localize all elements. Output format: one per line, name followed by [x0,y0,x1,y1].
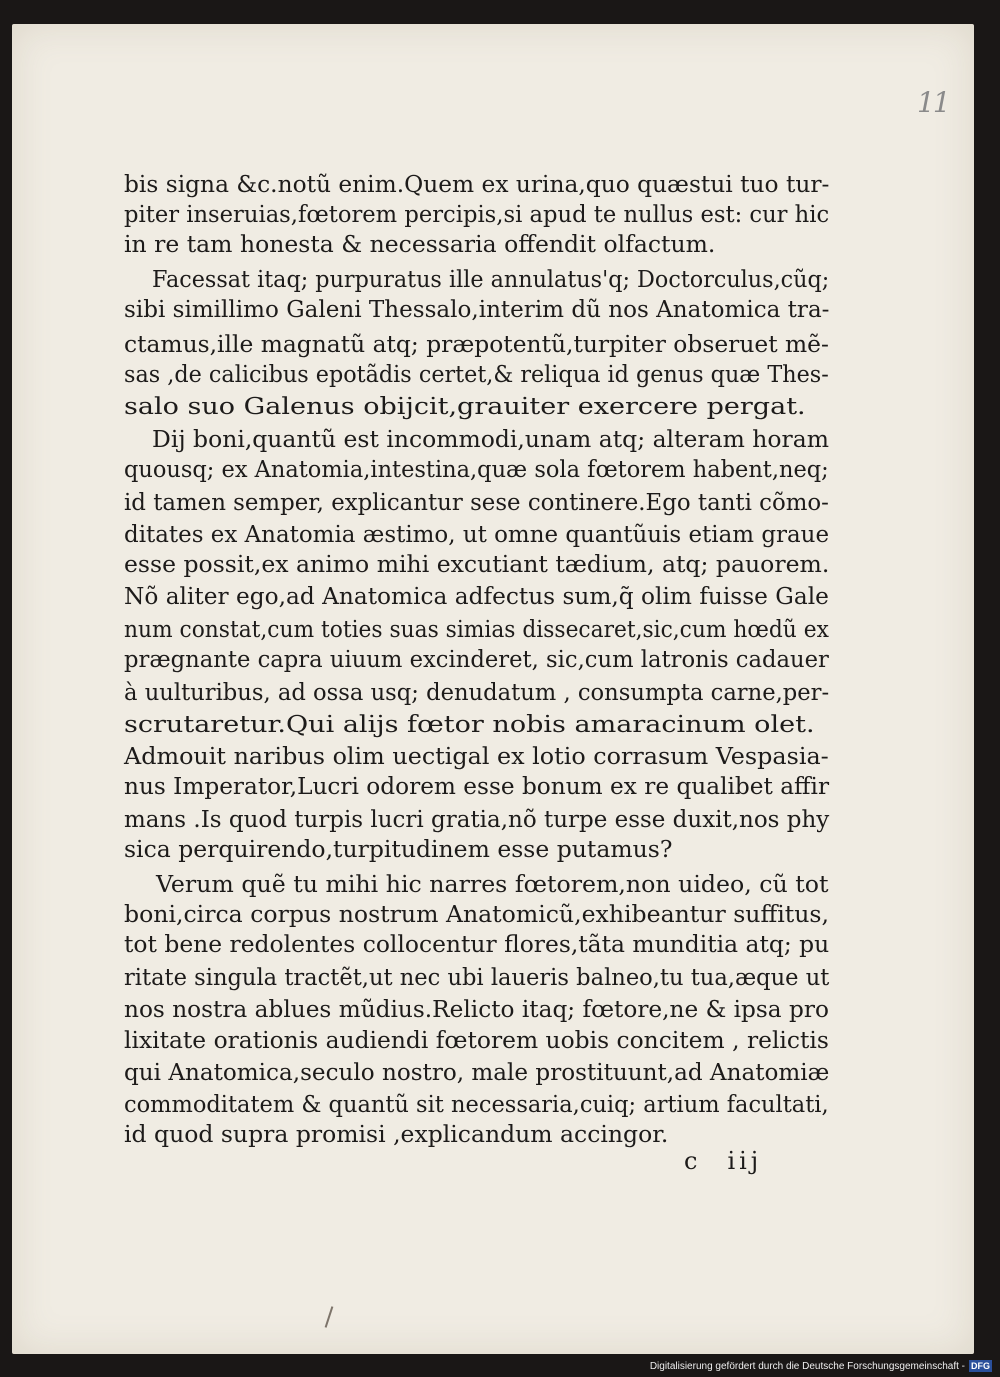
text-line: nus Imperator,Lucri odorem esse bonum ex re qualibet affir [124,772,830,800]
book-page [12,24,974,1354]
text-line: boni,circa corpus nostrum Anatomicũ,exhibeantur suffitus, [124,900,830,928]
footer [650,1360,992,1372]
footer-text: Digitalisierung gefördert durch die Deutsche Forschungsgemeinschaft - [649,1360,965,1372]
pencil-mark [325,1306,334,1328]
text-line: ritate singula tractẽt,ut nec ubi laueris balneo,tu tua,æque ut [124,963,830,991]
text-line: num constat,cum toties suas simias dissecaret,sic,cum hœdũ ex [124,615,829,643]
text-line: tot bene redolentes collocentur flores,tãta munditia atq; pu [124,930,830,958]
text-line: commoditatem & quantũ sit necessaria,cuiq; artium facultati, [124,1090,829,1118]
text-line: in re tam honesta & necessaria offendit olfactum. [124,230,716,258]
text-line: Dij boni,quantũ est incommodi,unam atq; alteram horam [152,425,829,453]
folio-number: 11 [917,86,949,119]
signature-letter: c [684,1147,702,1175]
text-line: Nõ aliter ego,ad Anatomica adfectus sum,q̃ olim fuisse Gale [124,582,829,610]
text-line: Facessat itaq; purpuratus ille annulatus'q; Doctorculus,cũq; [152,265,830,293]
signature-numeral: iij [727,1147,763,1175]
text-line: sica perquirendo,turpitudinem esse putamus? [124,835,673,863]
text-line: bis signa &c.notũ enim.Quem ex urina,quo quæstui tuo tur- [124,170,830,198]
text-line: Admouit naribus olim uectigal ex lotio corrasum Vespasia- [124,742,829,770]
text-line: ditates ex Anatomia æstimo, ut omne quantũuis etiam graue [124,520,830,548]
text-line: sibi simillimo Galeni Thessalo,interim dũ nos Anatomica tra- [124,295,830,323]
text-line: lixitate orationis audiendi fœtorem uobis concitem , relictis [124,1026,829,1054]
text-line: piter inseruias,fœtorem percipis,si apud te nullus est: cur hic [124,200,830,228]
text-line: quousq; ex Anatomia,intestina,quæ sola fœtorem habent,neq; [124,455,829,483]
text-line: Verum quẽ tu mihi hic narres fœtorem,non uideo, cũ tot [156,870,829,898]
signature-mark [684,1147,788,1175]
text-line: à uulturibus, ad ossa usq; denudatum , consumpta carne,per- [124,678,830,706]
text-line: prægnante capra uiuum excinderet, sic,cum latronis cadauer [124,645,829,673]
text-line: sas ,de calicibus epotãdis certet,& reliqua id genus quæ Thes- [124,360,829,388]
text-line: ctamus,ille magnatũ atq; præpotentũ,turpiter obseruet mẽ- [124,330,829,358]
text-line: salo suo Galenus obijcit,grauiter exercere pergat. [124,392,806,420]
text-line: id quod supra promisi ,explicandum accingor. [124,1120,669,1148]
dfg-logo: DFG [971,1361,990,1371]
text-line: nos nostra ablues mũdius.Relicto itaq; fœtore,ne & ipsa pro [124,995,829,1023]
text-line: esse possit,ex animo mihi excutiant tædium, atq; pauorem. [124,550,830,578]
text-line: scrutaretur.Qui alijs fœtor nobis amaracinum olet. [124,710,815,738]
text-line: id tamen semper, explicantur sese continere.Ego tanti cõmo- [124,488,829,516]
text-line: qui Anatomica,seculo nostro, male prostituunt,ad Anatomiæ [124,1058,830,1086]
text-line: mans .Is quod turpis lucri gratia,nõ turpe esse duxit,nos phy [124,805,830,833]
